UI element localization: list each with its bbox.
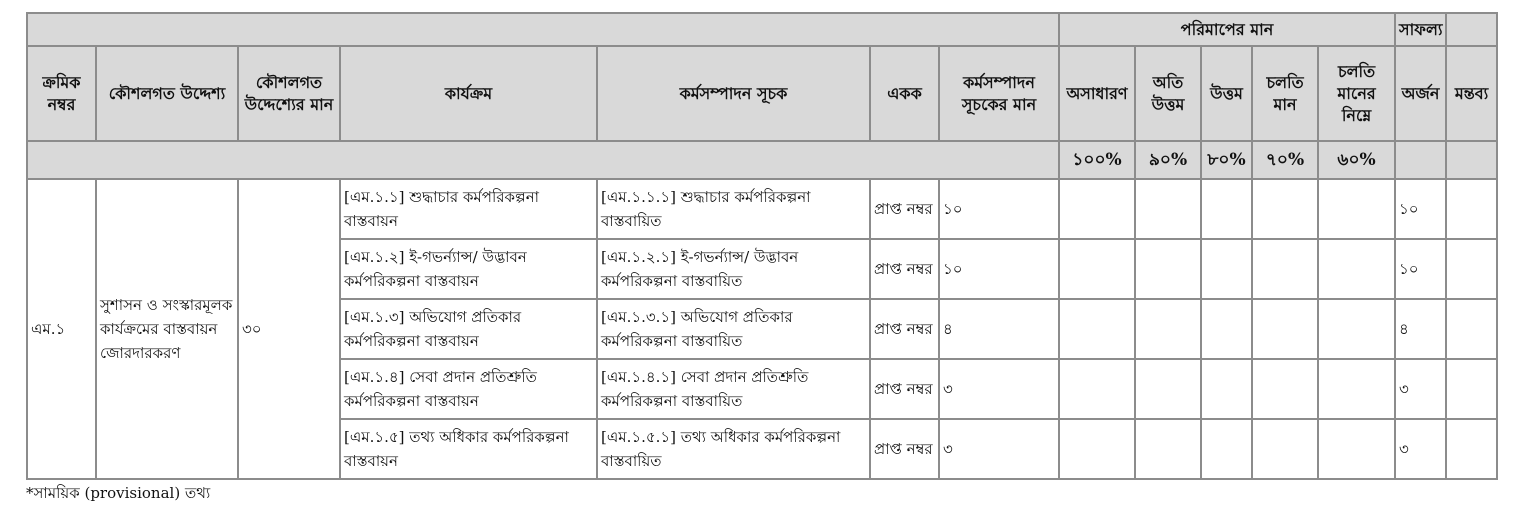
remarks-cell — [1446, 299, 1497, 359]
blank-header-cell — [1446, 141, 1497, 179]
objective-value-cell: ৩০ — [238, 179, 340, 479]
measure-group-header: পরিমাপের মান — [1059, 13, 1395, 46]
empty-cell — [1252, 239, 1318, 299]
remarks-cell — [1446, 179, 1497, 239]
indicator-cell: [এম.১.৩.১] অভিযোগ প্রতিকার কর্মপরিকল্পনা বাস্তবায়িত — [597, 299, 870, 359]
indicator-value-header: কর্মসম্পাদন সূচকের মান — [939, 46, 1059, 141]
activity-cell: [এম.১.২] ই-গভর্ন্যান্স/ উদ্ভাবন কর্মপরিকল্পনা বাস্তবায়ন — [340, 239, 597, 299]
blank-header-cell — [27, 141, 1059, 179]
empty-cell — [1318, 419, 1395, 479]
percent-cell: ১০০% — [1059, 141, 1135, 179]
fair-header: চলতি মান — [1252, 46, 1318, 141]
empty-cell — [1059, 239, 1135, 299]
indicator-value-cell: ৩ — [939, 359, 1059, 419]
remarks-cell — [1446, 239, 1497, 299]
activity-header: কার্যক্রম — [340, 46, 597, 141]
objective-cell: সুশাসন ও সংস্কারমূলক কার্যক্রমের বাস্তবায়ন জোরদারকরণ — [96, 179, 238, 479]
objective-value-header: কৌশলগত উদ্দেশ্যের মান — [238, 46, 340, 141]
empty-cell — [1201, 359, 1252, 419]
empty-cell — [1201, 419, 1252, 479]
column-header-row — [27, 46, 1497, 141]
empty-cell — [1252, 359, 1318, 419]
blank-header-cell — [1395, 141, 1446, 179]
empty-cell — [1318, 239, 1395, 299]
empty-cell — [1201, 299, 1252, 359]
unit-cell: প্রাপ্ত নম্বর — [870, 419, 939, 479]
footnote: *সাময়িক (provisional) তথ্য — [26, 484, 211, 502]
activity-cell: [এম.১.৪] সেবা প্রদান প্রতিশ্রুতি কর্মপরিকল্পনা বাস্তবায়ন — [340, 359, 597, 419]
percent-cell: ৭০% — [1252, 141, 1318, 179]
indicator-cell: [এম.১.১.১] শুদ্ধাচার কর্মপরিকল্পনা বাস্তবায়িত — [597, 179, 870, 239]
unit-cell: প্রাপ্ত নম্বর — [870, 359, 939, 419]
empty-cell — [1059, 359, 1135, 419]
empty-cell — [1318, 179, 1395, 239]
empty-cell — [1252, 299, 1318, 359]
indicator-header: কর্মসম্পাদন সূচক — [597, 46, 870, 141]
excellent-header: অসাধারণ — [1059, 46, 1135, 141]
unit-cell: প্রাপ্ত নম্বর — [870, 239, 939, 299]
serial-header: ক্রমিক নম্বর — [27, 46, 96, 141]
empty-cell — [1135, 179, 1201, 239]
empty-cell — [1059, 179, 1135, 239]
remarks-cell — [1446, 419, 1497, 479]
empty-cell — [1059, 299, 1135, 359]
achievement-cell: ১০ — [1395, 179, 1446, 239]
indicator-value-cell: ১০ — [939, 239, 1059, 299]
activity-cell: [এম.১.১] শুদ্ধাচার কর্মপরিকল্পনা বাস্তবায়ন — [340, 179, 597, 239]
empty-cell — [1252, 419, 1318, 479]
achievement-cell: ৪ — [1395, 299, 1446, 359]
remarks-header: মন্তব্য — [1446, 46, 1497, 141]
table-row — [27, 179, 1497, 239]
indicator-cell: [এম.১.৫.১] তথ্য অধিকার কর্মপরিকল্পনা বাস্তবায়িত — [597, 419, 870, 479]
very-good-header: অতি উত্তম — [1135, 46, 1201, 141]
empty-cell — [1135, 419, 1201, 479]
empty-cell — [1201, 239, 1252, 299]
percent-cell: ৬০% — [1318, 141, 1395, 179]
percentage-row — [27, 141, 1497, 179]
unit-header: একক — [870, 46, 939, 141]
indicator-value-cell: ৩ — [939, 419, 1059, 479]
remarks-cell — [1446, 359, 1497, 419]
performance-table — [26, 12, 1498, 480]
empty-cell — [1135, 359, 1201, 419]
blank-header-cell — [1446, 13, 1497, 46]
unit-cell: প্রাপ্ত নম্বর — [870, 179, 939, 239]
achievement-cell: ৩ — [1395, 359, 1446, 419]
group-header-row — [27, 13, 1497, 46]
empty-cell — [1201, 179, 1252, 239]
empty-cell — [1135, 239, 1201, 299]
percent-cell: ৯০% — [1135, 141, 1201, 179]
success-group-header: সাফল্য — [1395, 13, 1446, 46]
indicator-cell: [এম.১.৪.১] সেবা প্রদান প্রতিশ্রুতি কর্মপরিকল্পনা বাস্তবায়িত — [597, 359, 870, 419]
empty-cell — [1135, 299, 1201, 359]
activity-cell: [এম.১.৫] তথ্য অধিকার কর্মপরিকল্পনা বাস্তবায়ন — [340, 419, 597, 479]
objective-header: কৌশলগত উদ্দেশ্য — [96, 46, 238, 141]
achievement-cell: ১০ — [1395, 239, 1446, 299]
activity-cell: [এম.১.৩] অভিযোগ প্রতিকার কর্মপরিকল্পনা বাস্তবায়ন — [340, 299, 597, 359]
indicator-cell: [এম.১.২.১] ই-গভর্ন্যান্স/ উদ্ভাবন কর্মপরিকল্পনা বাস্তবায়িত — [597, 239, 870, 299]
empty-cell — [1252, 179, 1318, 239]
empty-cell — [1059, 419, 1135, 479]
indicator-value-cell: ১০ — [939, 179, 1059, 239]
indicator-value-cell: ৪ — [939, 299, 1059, 359]
empty-cell — [1318, 299, 1395, 359]
blank-header-cell — [27, 13, 1059, 46]
below-fair-header: চলতি মানের নিম্নে — [1318, 46, 1395, 141]
achievement-header: অর্জন — [1395, 46, 1446, 141]
empty-cell — [1318, 359, 1395, 419]
serial-cell: এম.১ — [27, 179, 96, 479]
good-header: উত্তম — [1201, 46, 1252, 141]
achievement-cell: ৩ — [1395, 419, 1446, 479]
percent-cell: ৮০% — [1201, 141, 1252, 179]
unit-cell: প্রাপ্ত নম্বর — [870, 299, 939, 359]
